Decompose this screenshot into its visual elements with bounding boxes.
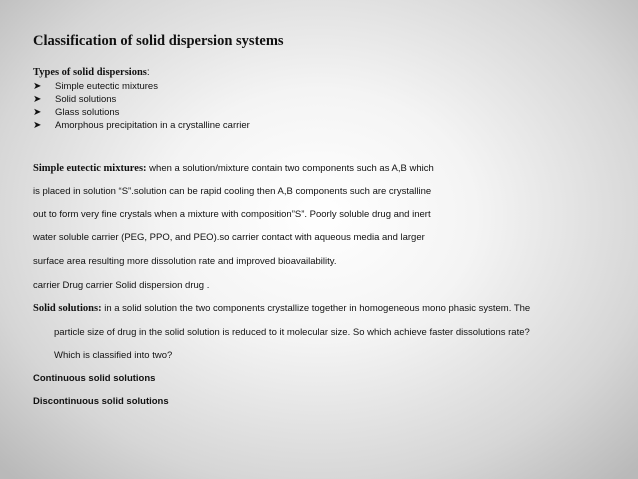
- solid-solutions-label: Solid solutions:: [33, 303, 102, 314]
- types-list: [33, 80, 250, 132]
- eutectic-line-6: carrier Drug carrier Solid dispersion drug .: [33, 280, 210, 291]
- types-heading-colon: :: [146, 67, 150, 78]
- list-item: ➤ Solid solutions: [33, 94, 117, 105]
- eutectic-label: Simple eutectic mixtures:: [33, 163, 147, 174]
- eutectic-line-2: is placed in solution “S”.solution can be rapid cooling then A,B components such are crystalline: [33, 186, 432, 197]
- types-heading: [33, 67, 150, 78]
- solid-solutions-line-3: Which is classified into two?: [54, 350, 173, 361]
- discontinuous-solid-solutions: Discontinuous solid solutions: [33, 396, 169, 407]
- solid-solutions-line-2: particle size of drug in the solid solution is reduced to it molecular size. So which achieve faster dissolutions rate?: [54, 327, 530, 338]
- slide-title: Classification of solid dispersion systems: [33, 33, 284, 49]
- arrowhead-bullet-icon: ➤: [33, 94, 42, 105]
- list-item: ➤ Amorphous precipitation in a crystalline carrier: [33, 120, 250, 131]
- arrowhead-bullet-icon: ➤: [33, 120, 42, 131]
- types-heading-label: Types of solid dispersions: [33, 67, 147, 78]
- arrowhead-bullet-icon: ➤: [33, 107, 42, 118]
- arrowhead-bullet-icon: ➤: [33, 81, 42, 92]
- eutectic-line-5: surface area resulting more dissolution rate and improved bioavailability.: [33, 256, 337, 267]
- eutectic-line-4: water soluble carrier (PEG, PPO, and PEO).so carrier contact with aqueous media and larger: [33, 232, 425, 243]
- solid-solutions-line-1: Solid solutions: in a solid solution the two components crystallize together in homogeneous mono phasic system. The: [33, 303, 531, 314]
- list-item: ➤ Glass solutions: [33, 107, 120, 118]
- list-item: ➤ Simple eutectic mixtures: [33, 81, 158, 92]
- continuous-solid-solutions: Continuous solid solutions: [33, 373, 156, 384]
- eutectic-line-1: Simple eutectic mixtures: when a solution/mixture contain two components such as A,B which: [33, 163, 434, 174]
- eutectic-line-3: out to form very fine crystals when a mixture with composition”S”. Poorly soluble drug and inert: [33, 209, 431, 220]
